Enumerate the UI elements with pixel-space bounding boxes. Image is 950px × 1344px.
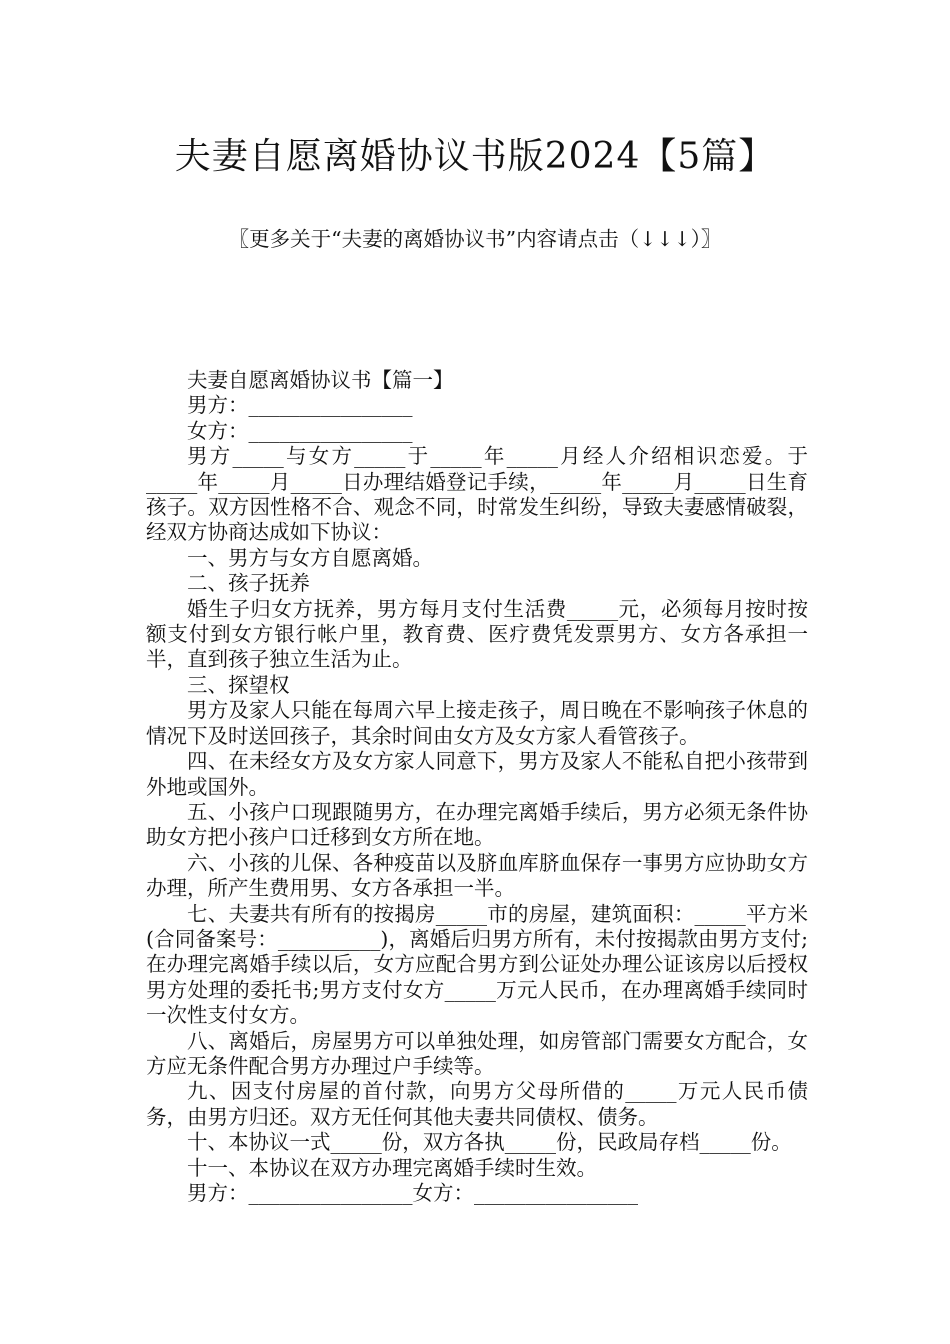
clause-10: 十、本协议一式_____份，双方各执_____份，民政局存档_____份。 xyxy=(187,1130,792,1155)
agreement-body xyxy=(146,368,808,1206)
clause-6: 六、小孩的儿保、各种疫苗以及脐血库脐血保存一事男方应协助女方办理，所产生费用男、女方各承担一半。 xyxy=(146,850,808,901)
clause-7: 七、夫妻共有所有的按揭房_____市的房屋，建筑面积：_____平方米(合同备案号：__________)，离婚后归男方所有，未付按揭款由男方支付;在办理完离婚手续以后，女方应配合男方到公证处办理公证该房以后授权男方处理的委托书;男方支付女方_____万元人民币，在办理离婚手续同时一次性支付女方。 xyxy=(146,901,808,1028)
more-content-link[interactable]: 〖更多关于“夫妻的离婚协议书”内容请点击（↓↓↓）〗 xyxy=(228,227,722,251)
clause-1: 一、男方与女方自愿离婚。 xyxy=(187,545,433,570)
male-party-line: 男方：________________ xyxy=(187,393,413,418)
clause-11: 十一、本协议在双方办理完离婚手续时生效。 xyxy=(187,1155,597,1180)
clause-9: 九、因支付房屋的首付款，向男方父母所借的_____万元人民币债务，由男方归还。双方无任何其他夫妻共同债权、债务。 xyxy=(146,1079,808,1129)
background-paragraph: 男方_____与女方_____于_____年_____月经人介绍相识恋爱。于_____年_____月_____日办理结婚登记手续，_____年_____月_____日生育孩子。双方因性格不合、观念不同，时常发生纠纷，导致夫妻感情破裂，经双方协商达成如下协议： xyxy=(146,444,808,545)
female-party-line: 女方：________________ xyxy=(187,418,413,443)
clause-3-heading: 三、探望权 xyxy=(187,672,290,697)
clause-4: 四、在未经女方及女方家人同意下，男方及家人不能私自把小孩带到外地或国外。 xyxy=(146,749,808,799)
clause-3-body: 男方及家人只能在每周六早上接走孩子，周日晚在不影响孩子休息的情况下及时送回孩子，其余时间由女方及女方家人看管孩子。 xyxy=(146,698,808,748)
clause-2-body: 婚生子归女方抚养，男方每月支付生活费_____元，必须每月按时按额支付到女方银行帐户里，教育费、医疗费凭发票男方、女方各承担一半，直到孩子独立生活为止。 xyxy=(146,596,808,672)
document-title: 夫妻自愿离婚协议书版2024【5篇】 xyxy=(174,136,776,177)
signature-line: 男方：________________女方：________________ xyxy=(187,1181,638,1205)
clause-5: 五、小孩户口现跟随男方，在办理完离婚手续后，男方必须无条件协助女方把小孩户口迁移到女方所在地。 xyxy=(146,799,808,850)
clause-2-heading: 二、孩子抚养 xyxy=(187,571,310,596)
clause-8: 八、离婚后，房屋男方可以单独处理，如房管部门需要女方配合，女方应无条件配合男方办理过户手续等。 xyxy=(146,1028,808,1078)
section-title: 夫妻自愿离婚协议书【篇一】 xyxy=(187,368,454,392)
